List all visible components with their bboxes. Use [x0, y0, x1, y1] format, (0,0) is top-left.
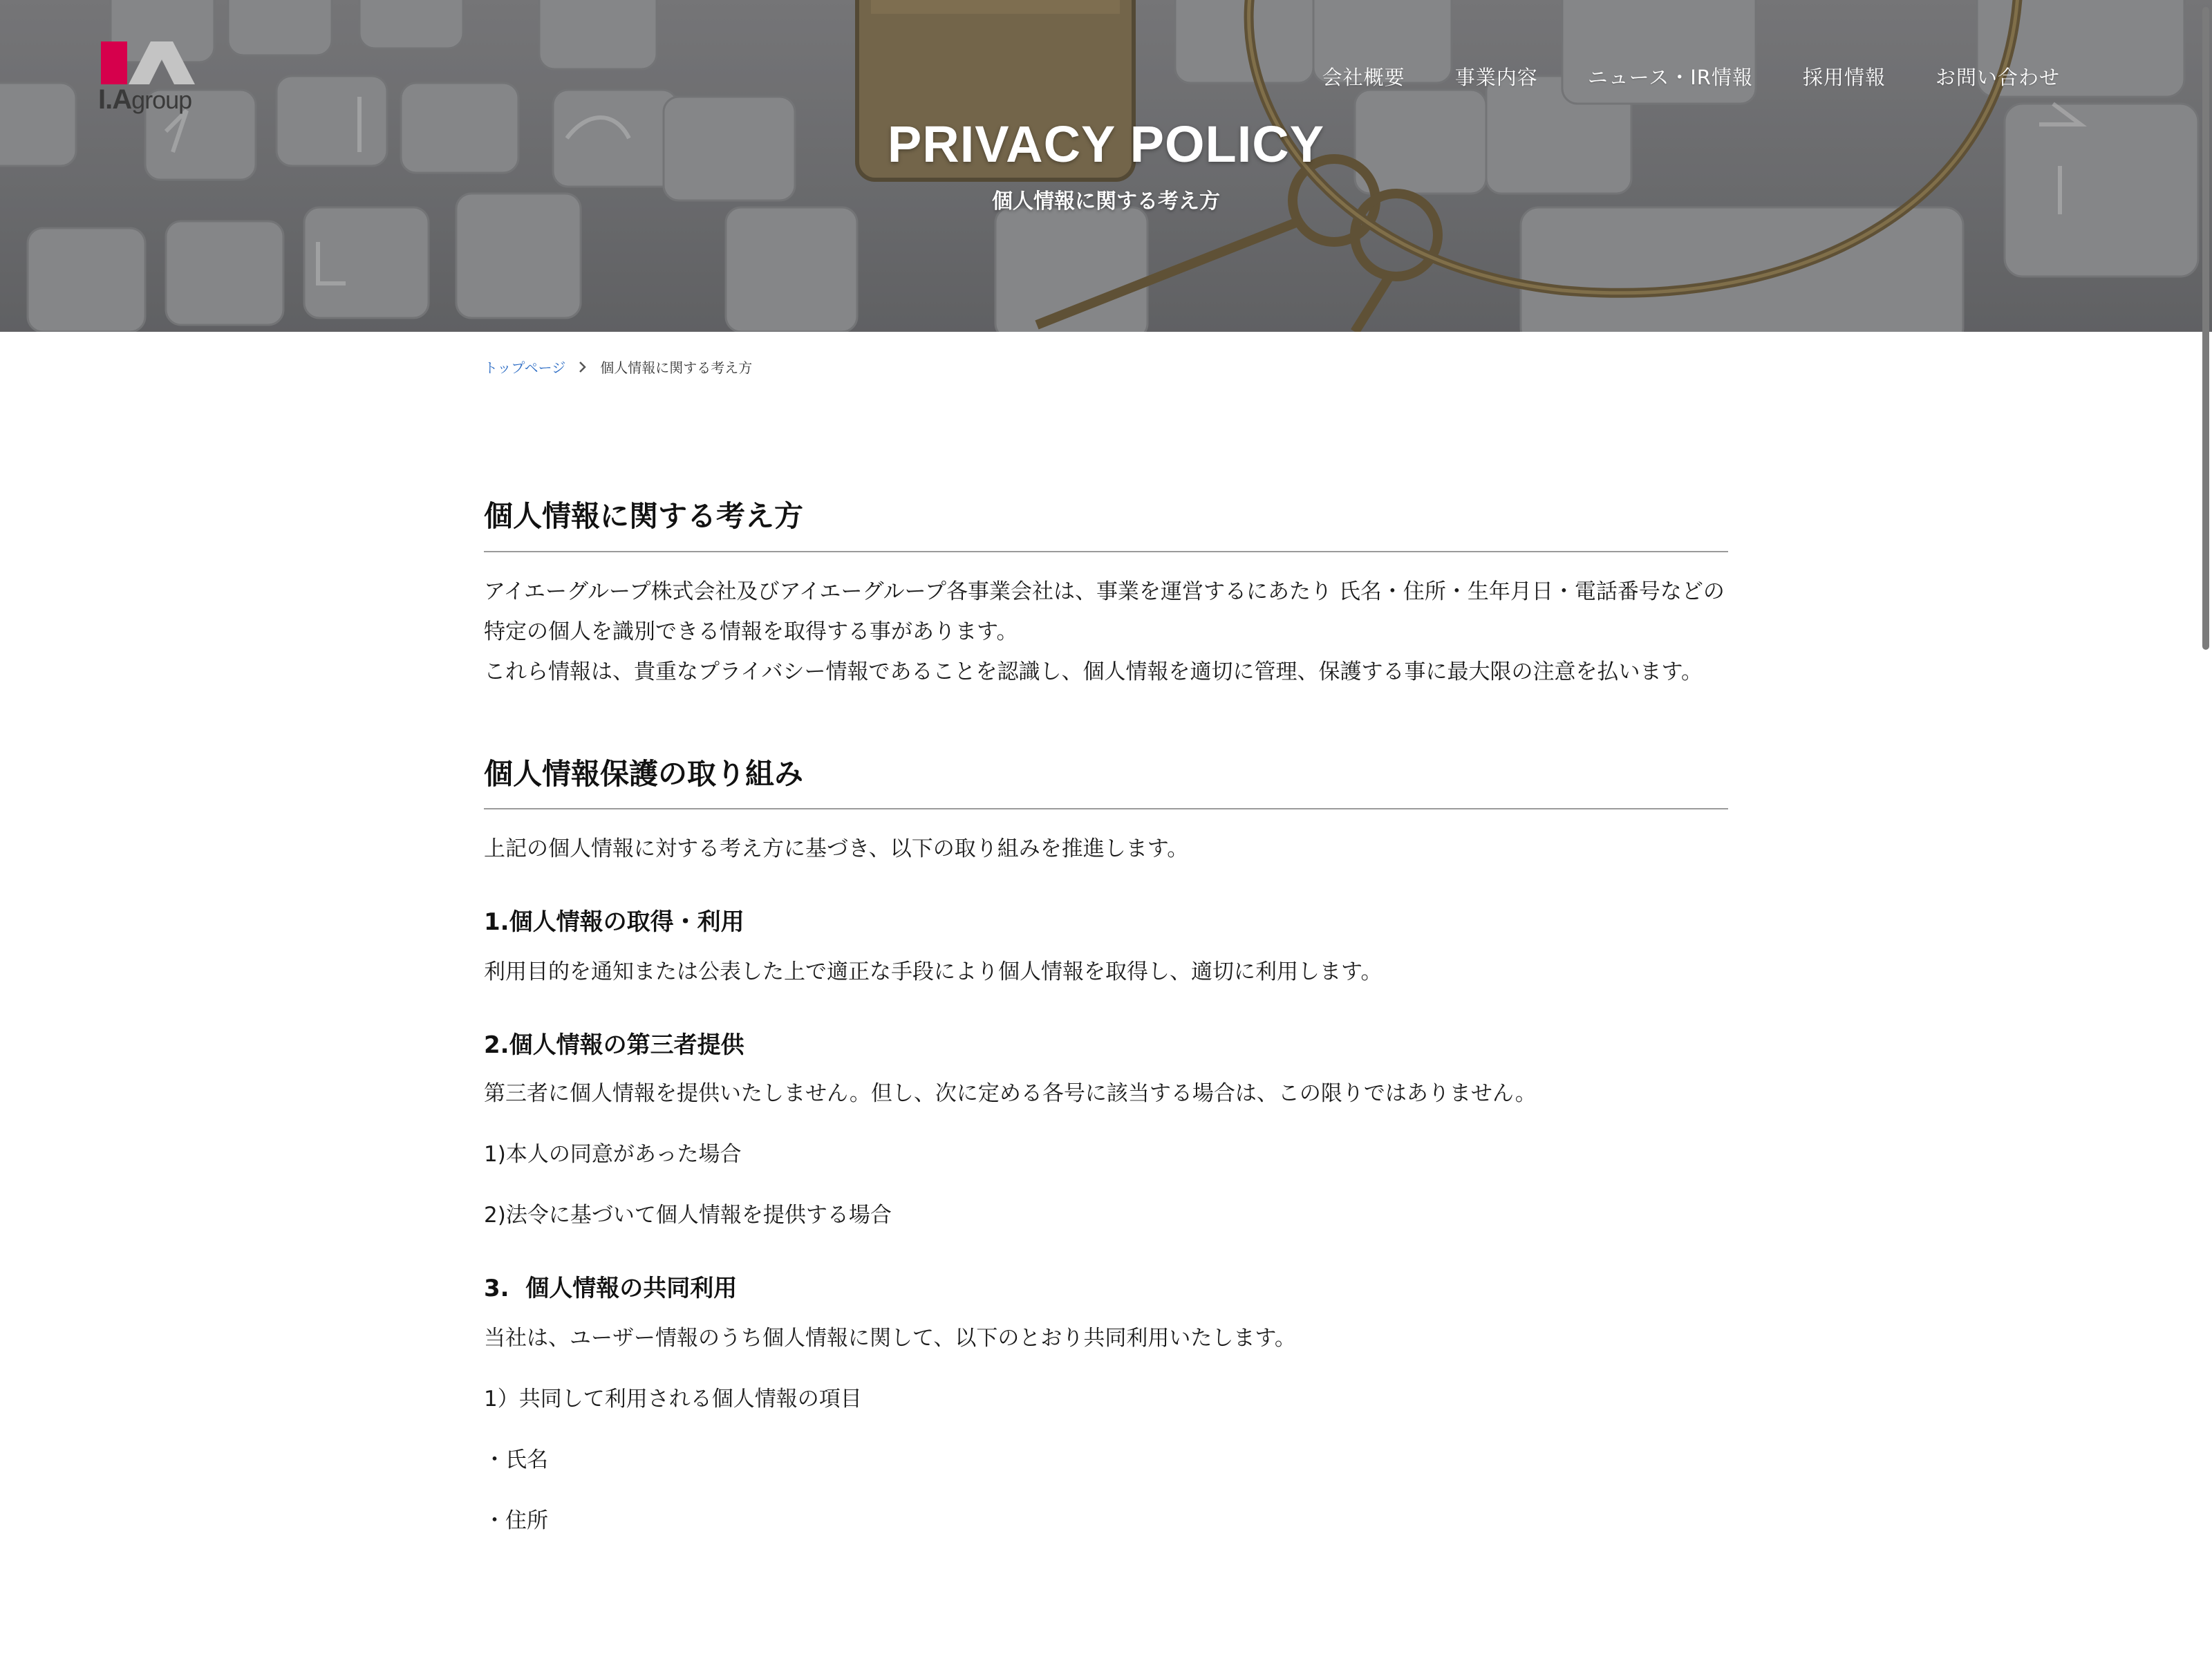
chevron-right-icon [578, 360, 588, 374]
nav-item-company[interactable]: 会社概要 [1322, 66, 1405, 89]
paragraph-efforts-intro: 上記の個人情報に対する考え方に基づき、以下の取り組みを推進します。 [484, 836, 1189, 862]
section-heading-efforts: 個人情報保護の取り組み [484, 756, 1728, 810]
nav-item-news-ir[interactable]: ニュース・IR情報 [1587, 66, 1753, 89]
global-nav [1322, 62, 2060, 91]
joint-use-item-name: ・氏名 [484, 1447, 548, 1473]
ia-group-logo[interactable] [98, 39, 195, 120]
nav-item-recruit[interactable]: 採用情報 [1802, 66, 1886, 89]
paragraph-acquisition-use: 利用目的を通知または公表した上で適正な手段により個人情報を取得し、適切に利用します。 [484, 959, 1382, 985]
logo-text-main: I.A [98, 84, 132, 115]
breadcrumb-current: 個人情報に関する考え方 [600, 359, 753, 376]
joint-use-item-address: ・住所 [484, 1508, 548, 1534]
page-subtitle: 個人情報に関する考え方 [992, 189, 1220, 214]
joint-use-subheading-items: 1）共同して利用される個人情報の項目 [484, 1387, 862, 1412]
subheading-joint-use: 3. 個人情報の共同利用 [484, 1275, 738, 1303]
nav-item-business[interactable]: 事業内容 [1454, 66, 1538, 89]
paragraph-joint-use: 当社は、ユーザー情報のうち個人情報に関して、以下のとおり共同利用いたします。 [484, 1326, 1296, 1351]
breadcrumb [484, 357, 752, 377]
paragraph-philosophy-1: アイエーグループ株式会社及びアイエーグループ各事業会社は、事業を運営するにあたり 氏名・住所・生年月日・電話番号などの特定の個人を識別できる情報を取得する事があります。 [484, 579, 1725, 644]
section-heading-philosophy: 個人情報に関する考え方 [484, 498, 1728, 552]
vertical-scrollbar[interactable] [2197, 0, 2212, 1659]
logo-wordmark [98, 84, 191, 115]
hero-banner [0, 0, 2212, 332]
subheading-third-party: 2.個人情報の第三者提供 [484, 1031, 744, 1060]
paragraph-philosophy-2: これら情報は、貴重なプライバシー情報であることを認識し、個人情報を適切に管理、保護する事に最大限の注意を払います。 [484, 659, 1703, 684]
main-content [484, 498, 1728, 1541]
nav-item-contact[interactable]: お問い合わせ [1935, 66, 2060, 89]
third-party-case-2: 2)法令に基づいて個人情報を提供する場合 [484, 1203, 892, 1228]
subheading-acquisition-use: 1.個人情報の取得・利用 [484, 908, 744, 937]
section-privacy-philosophy [484, 498, 1728, 692]
breadcrumb-home-link[interactable]: トップページ [484, 359, 566, 376]
paragraph-third-party: 第三者に個人情報を提供いたしません。但し、次に定める各号に該当する場合は、この限りではありません。 [484, 1081, 1537, 1107]
section-privacy-efforts [484, 756, 1728, 1541]
page-title: PRIVACY POLICY [887, 115, 1325, 173]
third-party-case-1: 1)本人の同意があった場合 [484, 1142, 742, 1168]
logo-text-suffix: group [131, 86, 192, 114]
scrollbar-thumb[interactable] [2202, 7, 2209, 650]
